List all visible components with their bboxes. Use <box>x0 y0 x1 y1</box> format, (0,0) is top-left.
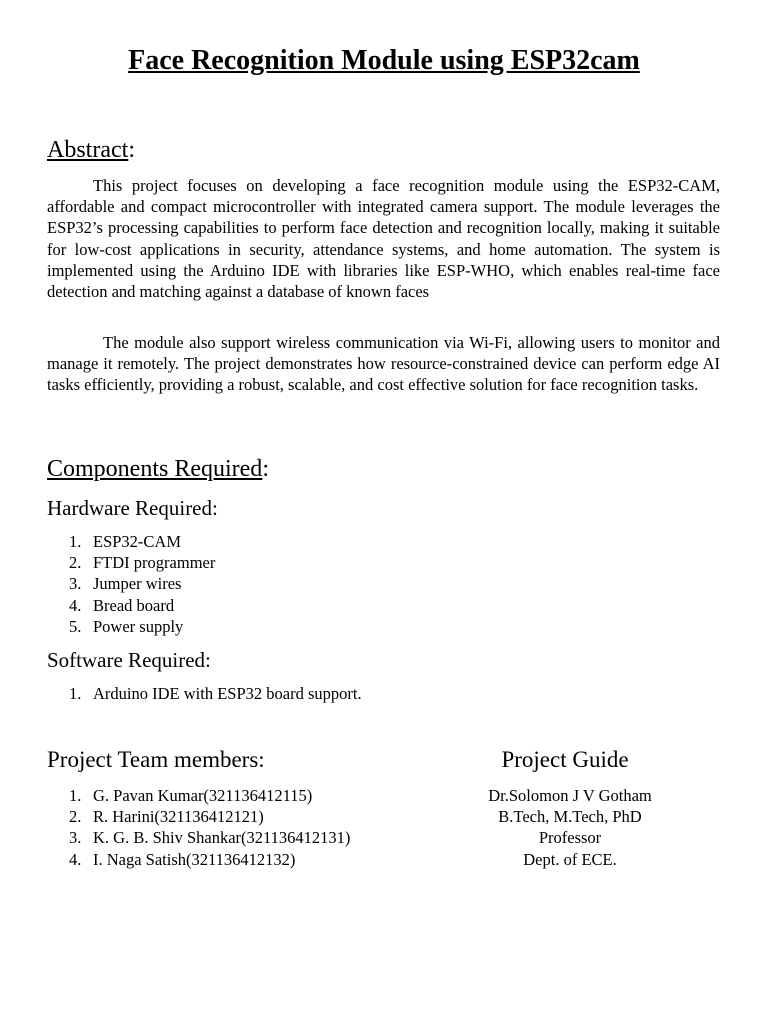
components-heading <box>47 454 269 484</box>
list-number: 1. <box>69 532 82 551</box>
software-list <box>47 683 362 704</box>
abstract-paragraph-2: The module also support wireless communication via Wi-Fi, allowing users to monitor and manage it remotely. The project demonstrates how resource-constrained device can perform edge AI tasks efficiently, providing a robust, scalable, and cost effective solution for face recognition tasks. <box>47 333 720 395</box>
guide-degrees: B.Tech, M.Tech, PhD <box>498 807 642 827</box>
list-item <box>47 531 215 552</box>
hardware-heading: Hardware Required: <box>47 496 218 520</box>
list-number: 2. <box>69 807 82 827</box>
team-member-text: G. Pavan Kumar(321136412115) <box>93 786 313 805</box>
list-number: 5. <box>69 616 82 636</box>
software-heading: Software Required: <box>47 648 211 672</box>
guide-department: Dept. of ECE. <box>523 849 617 869</box>
hardware-list <box>47 531 215 637</box>
list-number: 4. <box>69 595 82 615</box>
list-number: 2. <box>69 553 82 573</box>
team-member-text: R. Harini(321136412121) <box>93 807 264 827</box>
team-member-text: I. Naga Satish(321136412132) <box>93 849 296 869</box>
list-number: 3. <box>69 828 82 848</box>
guide-heading: Project Guide <box>501 747 629 772</box>
list-item <box>47 552 215 573</box>
components-heading-colon: : <box>262 456 269 482</box>
team-list <box>47 785 350 870</box>
abstract-heading-colon: : <box>128 137 135 163</box>
list-item <box>47 573 215 594</box>
list-number: 1. <box>69 684 82 703</box>
list-item <box>47 616 215 637</box>
abstract-heading <box>47 135 135 165</box>
list-number: 3. <box>69 574 82 594</box>
team-member <box>47 827 350 848</box>
team-member <box>47 806 350 827</box>
list-item-text: Jumper wires <box>93 574 182 594</box>
list-number: 4. <box>69 849 82 869</box>
list-item-text: ESP32-CAM <box>93 532 182 551</box>
page-title: Face Recognition Module using ESP32cam <box>128 45 640 76</box>
list-item-text: Power supply <box>93 616 184 636</box>
list-item <box>47 595 215 616</box>
team-member-text: K. G. B. Shiv Shankar(321136412131) <box>93 828 351 848</box>
components-heading-text: Components Required <box>47 456 263 482</box>
list-item-text: FTDI programmer <box>93 553 216 573</box>
abstract-paragraph-1: This project focuses on developing a face recognition module using the ESP32-CAM, affordable and compact microcontroller with integrated camera support. The module leverages the ESP32’s processing capabilities to perform face detection and recognition locally, making it suitable for low-cost applications in security, attendance systems, and home automation. The system is implemented using the Arduino IDE with libraries like ESP-WHO, which enables real-time face detection and matching against a database of known faces <box>47 176 720 302</box>
guide-name: Dr.Solomon J V Gotham <box>488 786 652 805</box>
list-item-text: Arduino IDE with ESP32 board support. <box>93 684 362 703</box>
team-member <box>47 849 350 870</box>
abstract-heading-text: Abstract <box>47 137 129 163</box>
guide-details <box>470 785 670 870</box>
guide-designation: Professor <box>538 828 602 848</box>
team-heading: Project Team members: <box>47 747 265 772</box>
list-number: 1. <box>69 786 82 805</box>
team-member <box>47 785 350 806</box>
list-item <box>47 683 362 704</box>
list-item-text: Bread board <box>93 595 175 615</box>
